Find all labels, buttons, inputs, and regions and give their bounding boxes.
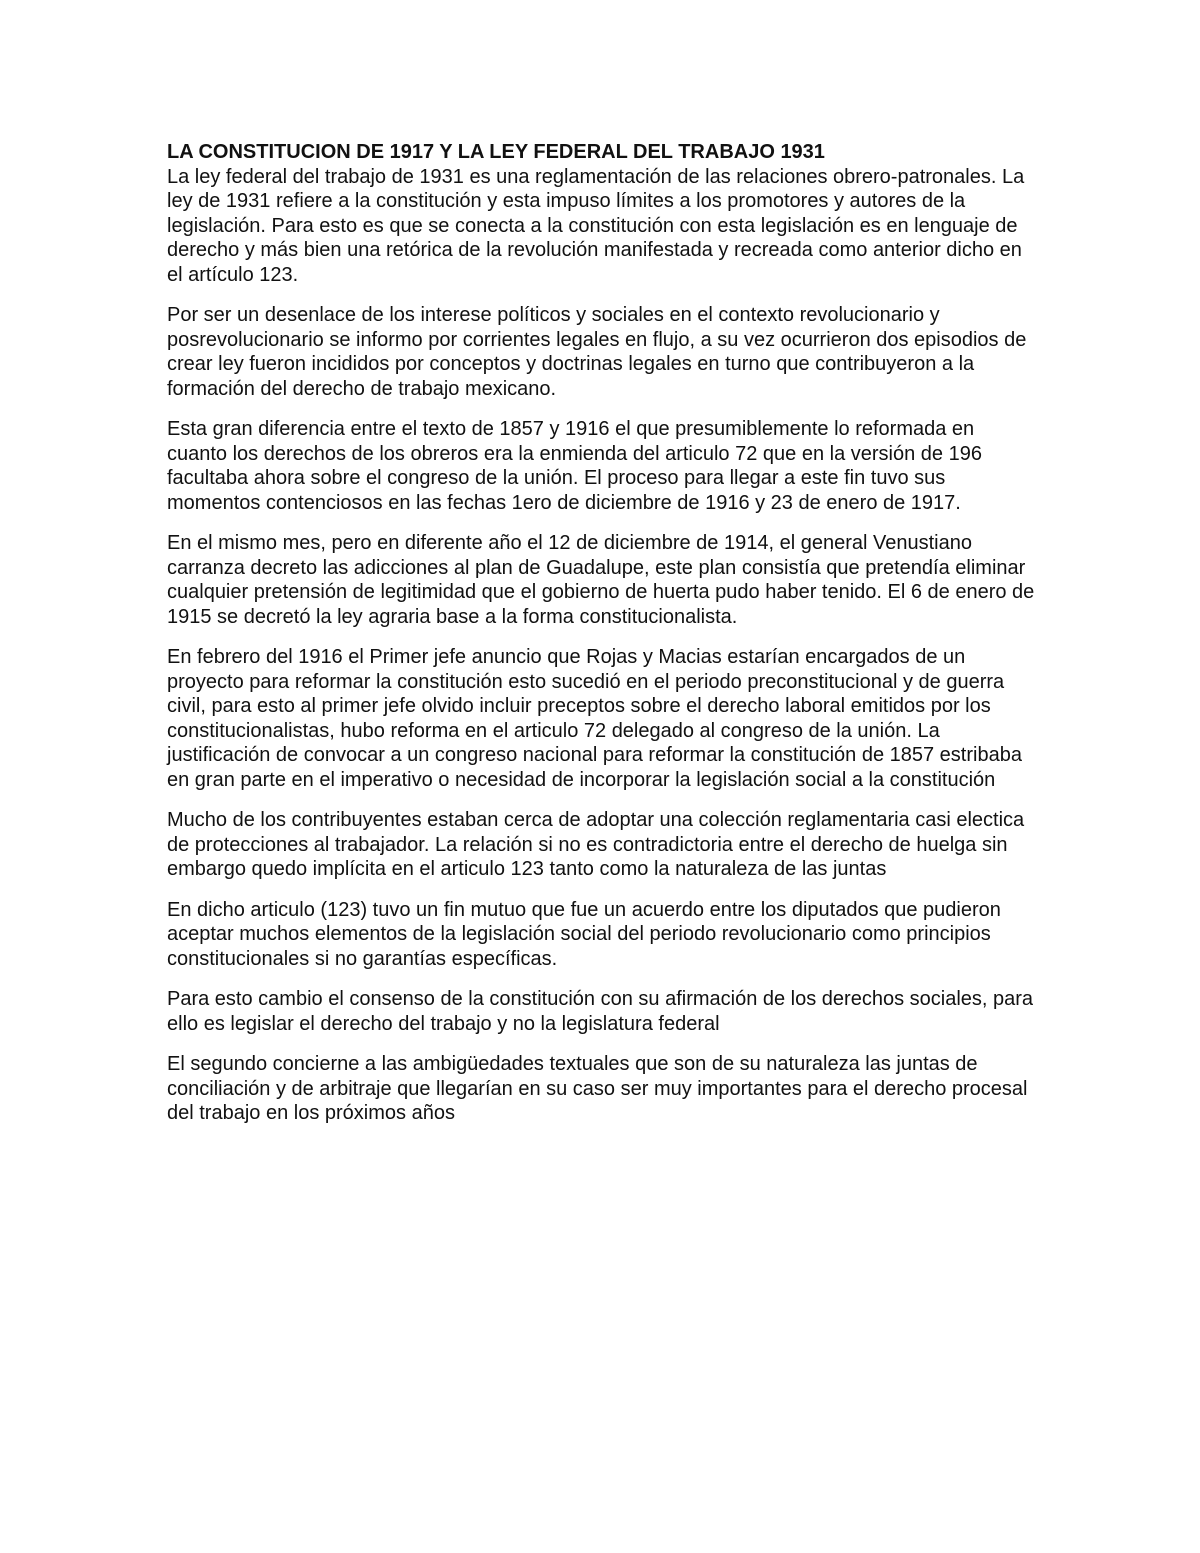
paragraph-5: En febrero del 1916 el Primer jefe anuncio que Rojas y Macias estarían encargados de un proyecto para reformar la constitución esto sucedió en el periodo preconstitucional y de guerra civil, para esto al primer jefe olvido incluir preceptos sobre el derecho laboral emitidos por los constitucionalistas, hubo reforma en el articulo 72 delegado al congreso de la unión. La justificación de convocar a un congreso nacional para reformar la constitución de 1857 estribaba en gran parte en el imperativo o necesidad de incorporar la legislación social a la constitución (167, 646, 1022, 791)
paragraph-8: Para esto cambio el consenso de la constitución con su afirmación de los derechos sociales, para ello es legislar el derecho del trabajo y no la legislatura federal (167, 988, 1034, 1035)
document-title: LA CONSTITUCION DE 1917 Y LA LEY FEDERAL DEL TRABAJO 1931 (167, 141, 825, 163)
document-page (167, 140, 1037, 1142)
paragraph-2: Por ser un desenlace de los interese políticos y sociales en el contexto revolucionario y posrevolucionario se informo por corrientes legales en flujo, a su vez ocurrieron dos episodios de crear ley fueron incididos por conceptos y doctrinas legales en turno que contribuyeron a la formación del derecho de trabajo mexicano. (167, 304, 1027, 400)
paragraph-9: El segundo concierne a las ambigüedades textuales que son de su naturaleza las juntas de conciliación y de arbitraje que llegarían en su caso ser muy importantes para el derecho procesal del trabajo en los próximos años (167, 1053, 1028, 1124)
paragraph-3: Esta gran diferencia entre el texto de 1857 y 1916 el que presumiblemente lo reformada en cuanto los derechos de los obreros era la enmienda del articulo 72 que en la versión de 196 facultaba ahora sobre el congreso de la unión. El proceso para llegar a este fin tuvo sus momentos contenciosos en las fechas 1ero de diciembre de 1916 y 23 de enero de 1917. (167, 418, 982, 514)
paragraph-4: En el mismo mes, pero en diferente año el 12 de diciembre de 1914, el general Venustiano carranza decreto las adicciones al plan de Guadalupe, este plan consistía que pretendía eliminar cualquier pretensión de legitimidad que el gobierno de huerta pudo haber tenido. El 6 de enero de 1915 se decretó la ley agraria base a la forma constitucionalista. (167, 532, 1035, 628)
paragraph-1: La ley federal del trabajo de 1931 es una reglamentación de las relaciones obrero-patronales. La ley de 1931 refiere a la constitución y esta impuso límites a los promotores y autores de la legislación. Para esto es que se conecta a la constitución con esta legislación es en lenguaje de derecho y más bien una retórica de la revolución manifestada y recreada como anterior dicho en el artículo 123. (167, 165, 1025, 286)
paragraph-7: En dicho articulo (123) tuvo un fin mutuo que fue un acuerdo entre los diputados que pudieron aceptar muchos elementos de la legislación social del periodo revolucionario como principios constitucionales si no garantías específicas. (167, 898, 1001, 970)
paragraph-6: Mucho de los contribuyentes estaban cerca de adoptar una colección reglamentaria casi electica de protecciones al trabajador. La relación si no es contradictoria entre el derecho de huelga sin embargo quedo implícita en el articulo 123 tanto como la naturaleza de las juntas (167, 809, 1025, 880)
